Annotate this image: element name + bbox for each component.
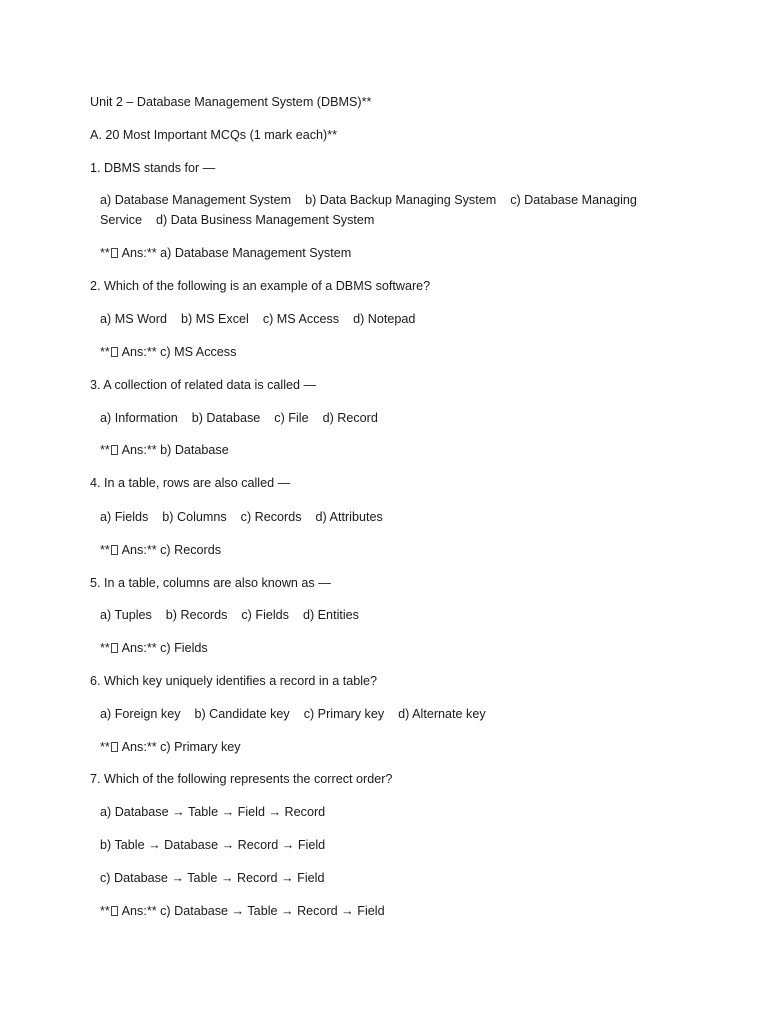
check-box-icon [111, 545, 118, 555]
question-1-options: a) Database Management System b) Data Backup Managing System c) Database Managing Service d) Data Business Management System [100, 193, 641, 227]
question-7: 7. Which of the following represents the correct order? [90, 772, 393, 786]
question-6-options: a) Foreign key b) Candidate key c) Primary key d) Alternate key [100, 707, 486, 721]
answer-label: Ans:** [118, 904, 161, 918]
answer-text: a) Database Management System [160, 246, 352, 260]
answer-marker: ** [100, 641, 110, 655]
check-box-icon [111, 347, 118, 357]
answer-label: Ans:** [118, 345, 161, 359]
section-heading: A. 20 Most Important MCQs (1 mark each)** [90, 128, 338, 142]
question-7-option-a: a) Database → Table → Field → Record [100, 805, 326, 819]
answer-marker: ** [100, 246, 110, 260]
question-7-option-b: b) Table → Database → Record → Field [100, 838, 326, 852]
answer-text: c) Fields [160, 641, 208, 655]
answer-marker: ** [100, 443, 110, 457]
question-5: 5. In a table, columns are also known as — [90, 576, 331, 590]
check-box-icon [111, 906, 118, 916]
answer-label: Ans:** [118, 543, 161, 557]
answer-label: Ans:** [118, 641, 161, 655]
question-1-answer [90, 243, 650, 263]
answer-text: c) Primary key [160, 740, 241, 754]
check-box-icon [111, 248, 118, 258]
question-4: 4. In a table, rows are also called — [90, 476, 291, 490]
check-box-icon [111, 643, 118, 653]
question-4-answer [90, 540, 650, 560]
question-7-answer [90, 901, 650, 921]
question-5-options: a) Tuples b) Records c) Fields d) Entities [100, 608, 359, 622]
answer-marker: ** [100, 345, 110, 359]
question-3-options: a) Information b) Database c) File d) Record [100, 411, 378, 425]
question-2: 2. Which of the following is an example of a DBMS software? [90, 279, 431, 293]
answer-text: c) MS Access [160, 345, 237, 359]
question-3: 3. A collection of related data is called — [90, 378, 317, 392]
answer-label: Ans:** [118, 246, 161, 260]
answer-text: b) Database [160, 443, 229, 457]
question-4-options: a) Fields b) Columns c) Records d) Attributes [100, 510, 383, 524]
check-box-icon [111, 445, 118, 455]
question-3-answer [90, 440, 650, 460]
question-2-answer [90, 342, 650, 362]
question-2-options: a) MS Word b) MS Excel c) MS Access d) Notepad [100, 312, 416, 326]
answer-marker: ** [100, 740, 110, 754]
question-7-option-c: c) Database → Table → Record → Field [100, 871, 325, 885]
question-6-answer [90, 737, 650, 757]
answer-label: Ans:** [118, 740, 161, 754]
question-6: 6. Which key uniquely identifies a record in a table? [90, 674, 378, 688]
question-5-answer [90, 638, 650, 658]
question-1: 1. DBMS stands for — [90, 161, 216, 175]
answer-label: Ans:** [118, 443, 161, 457]
document-title: Unit 2 – Database Management System (DBMS)** [90, 95, 372, 109]
answer-text: c) Records [160, 543, 222, 557]
answer-marker: ** [100, 904, 110, 918]
check-box-icon [111, 742, 118, 752]
answer-marker: ** [100, 543, 110, 557]
answer-text: c) Database → Table → Record → Field [160, 904, 385, 918]
